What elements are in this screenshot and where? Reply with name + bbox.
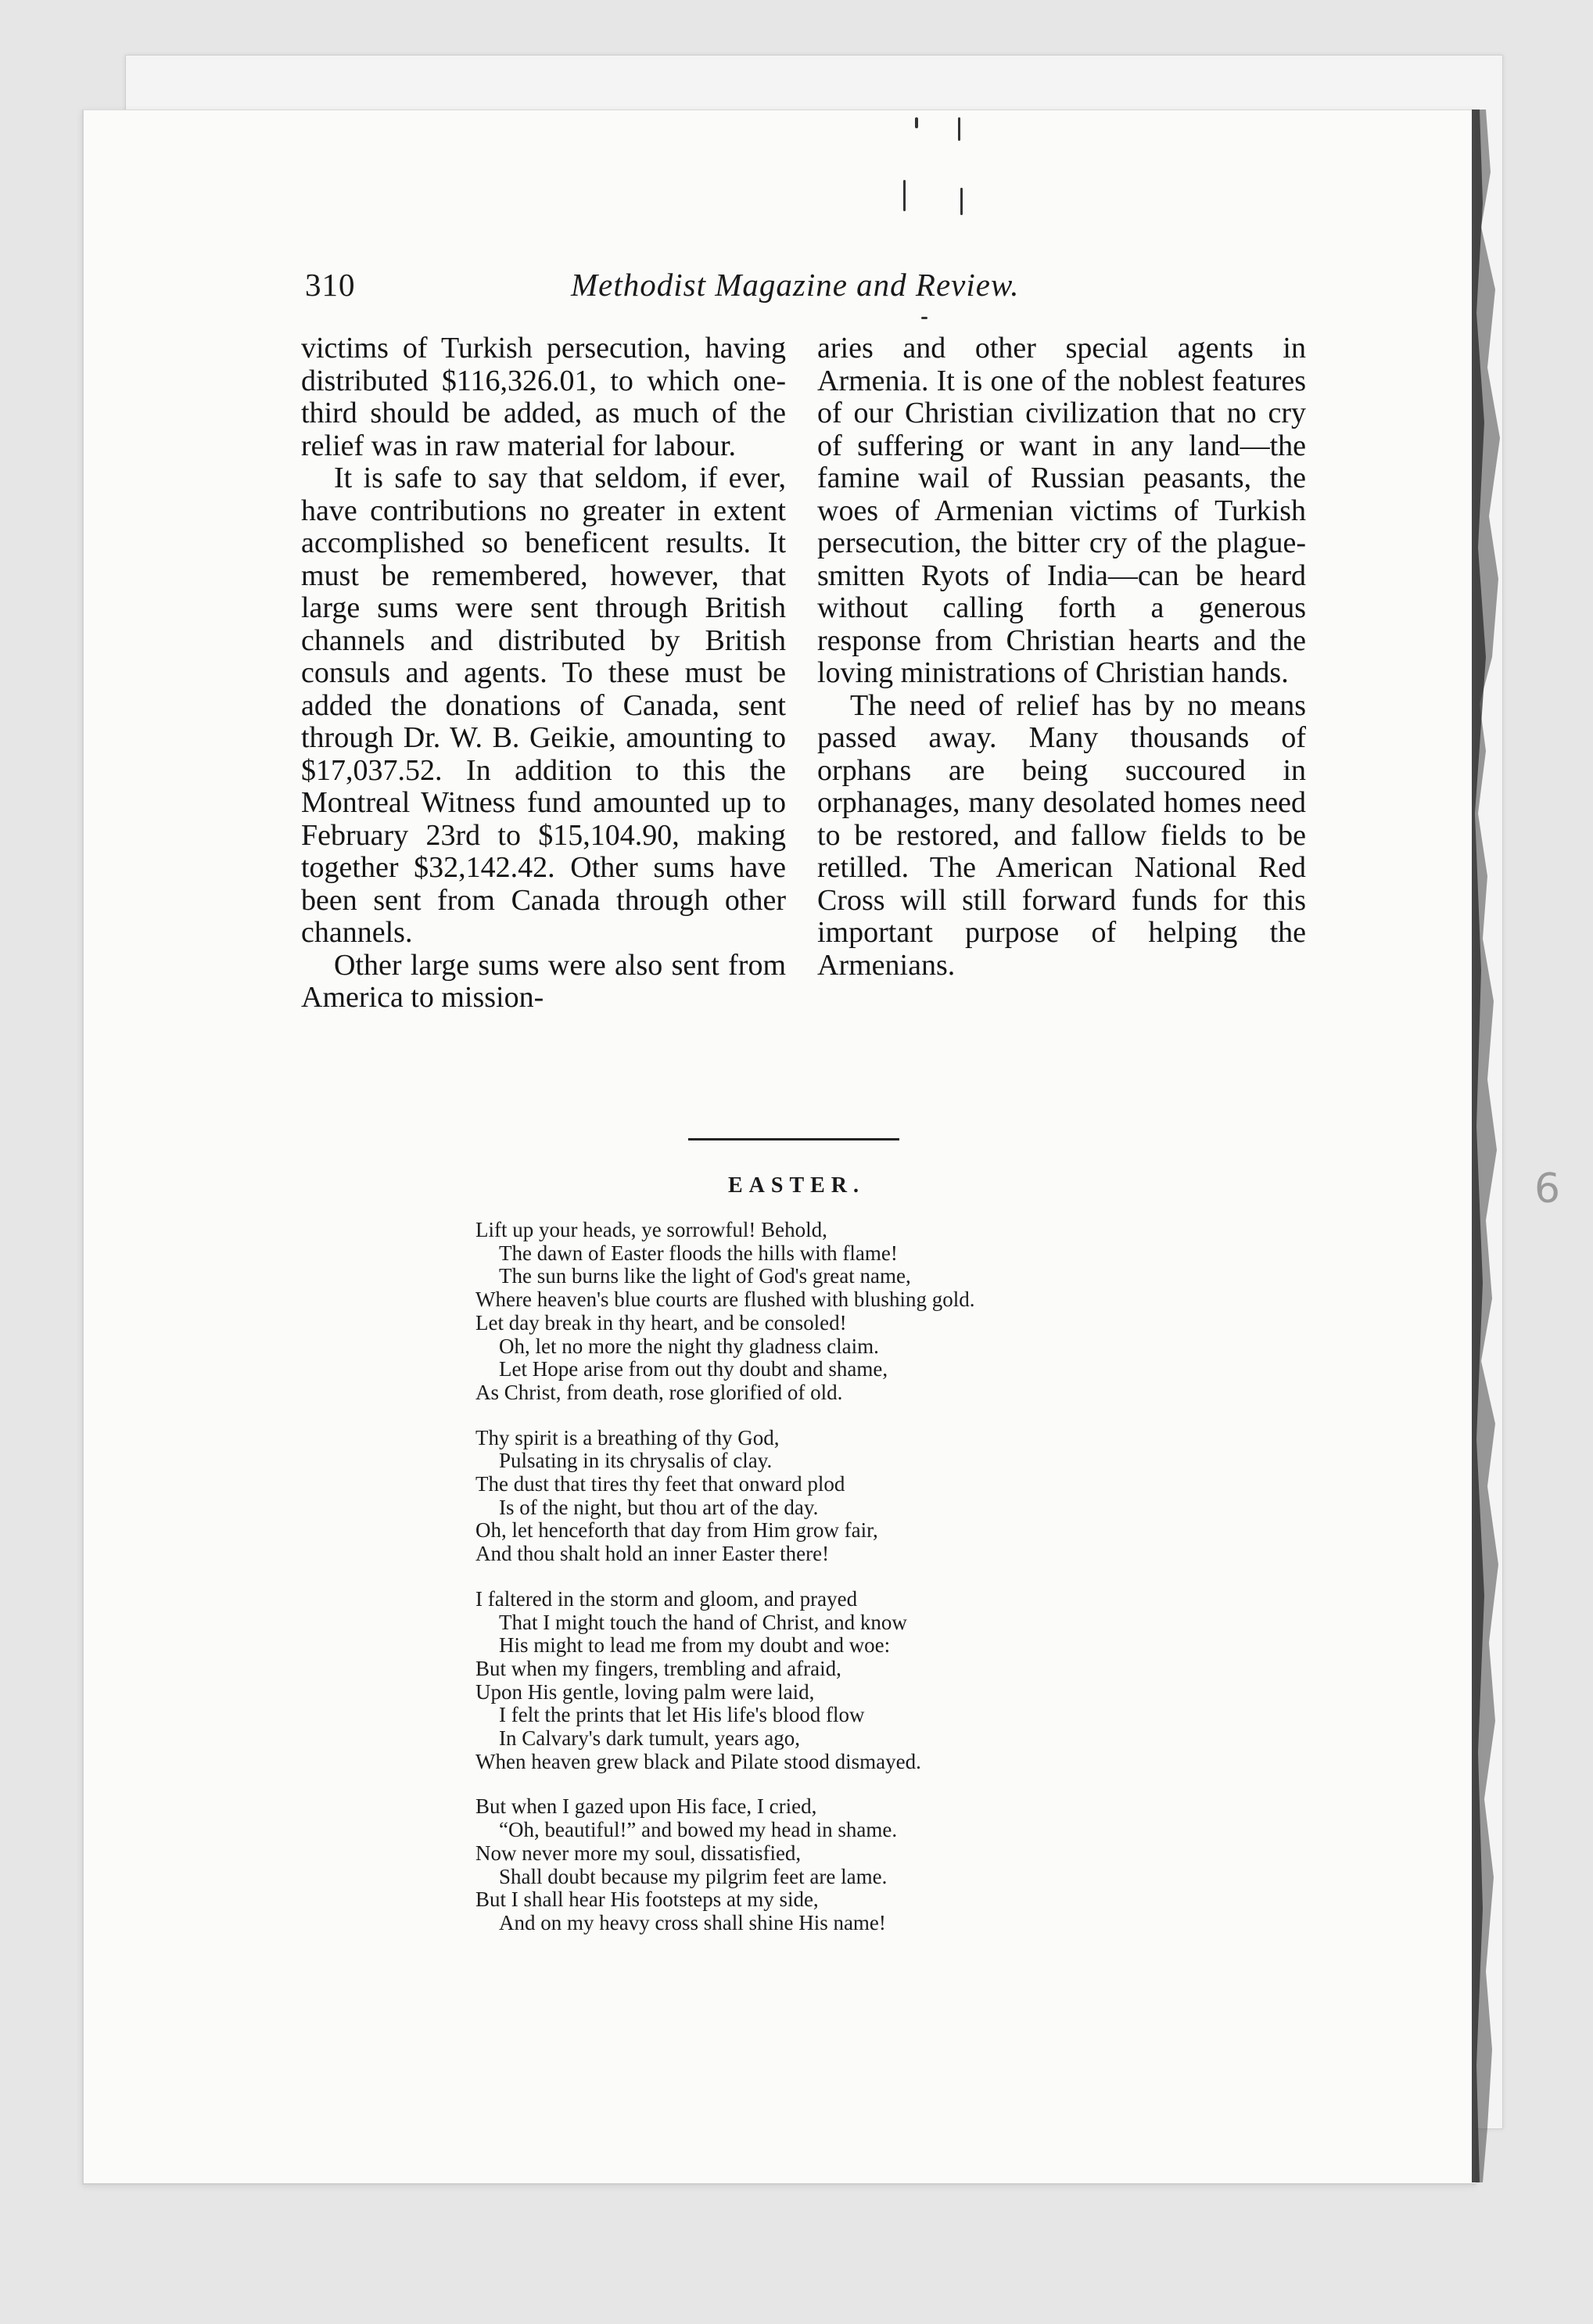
- poem-stanza: [475, 1219, 1179, 1405]
- page-header: [305, 266, 1056, 313]
- poem-line: And thou shalt hold an inner Easter there!: [475, 1542, 830, 1566]
- poem-stanza: [475, 1588, 1179, 1774]
- poem-line: I faltered in the storm and gloom, and prayed: [475, 1586, 858, 1611]
- article-paragraph: The need of relief has by no means passed away. Many thousands of orphans are being succoured in orphanages, many desolated homes need to be restored, and fallow fields to be retilled. The American National Red Cross will still forward funds for this important purpose of helping the Armenians.: [817, 688, 1306, 982]
- poem-stanza: [475, 1427, 1179, 1566]
- poem-line: But I shall hear His footsteps at my side,: [475, 1888, 819, 1912]
- poem-line: Is of the night, but thou art of the day.: [499, 1495, 819, 1519]
- poem-line: Let Hope arise from out thy doubt and shame,: [499, 1357, 888, 1381]
- poem-line: Lift up your heads, ye sorrowful! Behold,: [475, 1218, 827, 1241]
- poem-line: The dawn of Easter floods the hills with flame!: [499, 1241, 898, 1265]
- ink-speck: [903, 180, 906, 211]
- poem-line: Thy spirit is a breathing of thy God,: [475, 1425, 780, 1449]
- ink-speck: [921, 317, 927, 319]
- poem-line: Oh, let henceforth that day from Him grow fair,: [475, 1518, 878, 1543]
- poem-line: When heaven grew black and Pilate stood dismayed.: [475, 1749, 921, 1773]
- poem-line: Pulsating in its chrysalis of clay.: [499, 1449, 773, 1473]
- poem-line: But when my fingers, trembling and afraid,: [475, 1656, 841, 1680]
- ink-speck: [958, 117, 960, 141]
- poem-line: Oh, let no more the night thy gladness claim.: [499, 1334, 879, 1358]
- poem-line: Let day break in thy heart, and be consoled!: [475, 1310, 847, 1334]
- article-column-right: [817, 332, 1306, 982]
- article-paragraph: It is safe to say that seldom, if ever, have contributions no greater in extent accomplished so beneficent results. It must be remembered, however, that large sums were sent through British channels and distributed by British consuls and agents. To these must be added the donations of Canada, sent through Dr. W. B. Geikie, amounting to $17,037.52. In addition to this the Montreal Witness fund amounted up to February 23rd to $15,104.90, making together $32,142.42. Other sums have been sent from Canada through other channels.: [301, 462, 786, 949]
- poem-line: I felt the prints that let His life's blood flow: [499, 1703, 865, 1727]
- poem-line: Where heaven's blue courts are flushed with blushing gold.: [475, 1288, 975, 1312]
- section-divider: [688, 1138, 899, 1140]
- article-column-left: [301, 332, 786, 1015]
- article-paragraph: victims of Turkish persecution, having distributed $116,326.01, to which one-third should be added, as much of the relief was in raw material for labour.: [301, 332, 786, 462]
- page-number: 310: [305, 267, 356, 303]
- poem-line: His might to lead me from my doubt and woe:: [499, 1633, 891, 1658]
- poem-stanza: [475, 1795, 1179, 1934]
- poem-body: [475, 1219, 1179, 1957]
- running-title: Methodist Magazine and Review.: [571, 267, 1020, 303]
- poem-line: But when I gazed upon His face, I cried,: [475, 1794, 817, 1819]
- poem-line: Shall doubt because my pilgrim feet are lame.: [499, 1864, 888, 1888]
- margin-note: 6: [1534, 1166, 1561, 1212]
- poem-line: That I might touch the hand of Christ, and know: [499, 1610, 907, 1634]
- ink-speck: [960, 188, 963, 215]
- poem-line: In Calvary's dark tumult, years ago,: [499, 1726, 801, 1751]
- poem-line: As Christ, from death, rose glorified of old.: [475, 1380, 843, 1404]
- poem-line: “Oh, beautiful!” and bowed my head in shame.: [499, 1818, 898, 1842]
- poem-line: The sun burns like the light of God's great name,: [499, 1264, 911, 1288]
- ink-speck: [915, 117, 918, 128]
- article-paragraph: Other large sums were also sent from America to mission-: [301, 948, 786, 1014]
- poem-line: The dust that tires thy feet that onward plod: [475, 1472, 845, 1496]
- poem-line: And on my heavy cross shall shine His name!: [499, 1910, 886, 1934]
- poem-title: EASTER.: [727, 1173, 866, 1198]
- poem-line: Upon His gentle, loving palm were laid,: [475, 1679, 815, 1704]
- article-paragraph: aries and other special agents in Armenia. It is one of the noblest features of our Christian civilization that no cry of suffering or want in any land—the famine wail of Russian peasants, the woes of Armenian victims of Turkish persecution, the bitter cry of the plague-smitten Ryots of India—can be heard without calling forth a generous response from Christian hearts and the loving ministrations of Christian hands.: [817, 332, 1306, 689]
- poem-line: Now never more my soul, dissatisfied,: [475, 1841, 802, 1865]
- torn-page-edge: [1472, 110, 1519, 2182]
